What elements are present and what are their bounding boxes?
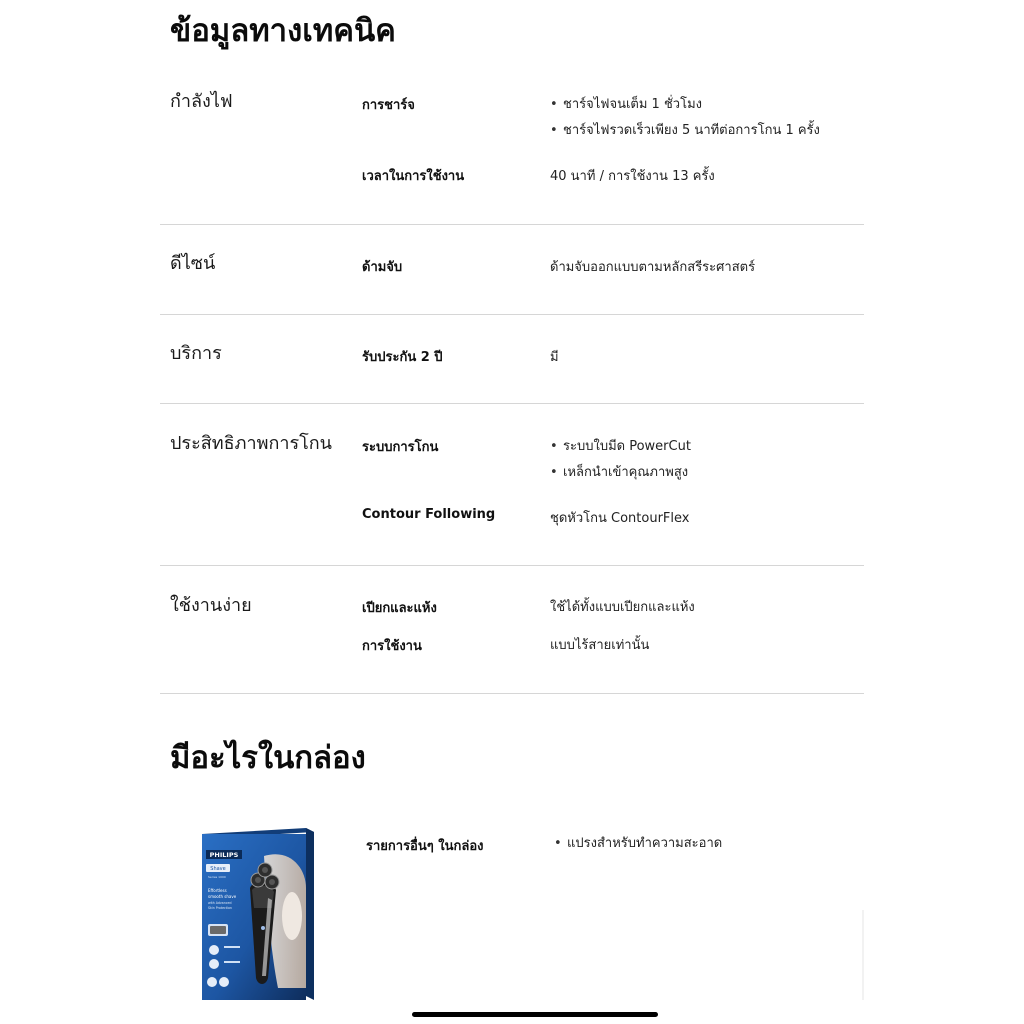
spec-value-runtime: 40 นาที / การใช้งาน 13 ครั้ง xyxy=(550,169,715,184)
divider xyxy=(160,403,864,404)
shaving-system-item: • ระบบใบมีด PowerCut xyxy=(550,435,691,456)
spec-label-charging: การชาร์จ xyxy=(362,98,415,113)
package-tagline-4: Skin Protection xyxy=(208,906,232,910)
in-box-title: มีอะไรในกล่อง xyxy=(170,740,366,776)
spec-label-contour: Contour Following xyxy=(362,507,496,522)
spec-value-warranty: มี xyxy=(550,350,559,365)
spec-section-performance xyxy=(160,428,864,558)
divider xyxy=(160,693,864,694)
spec-section-ease xyxy=(160,590,864,690)
package-brand: PHILIPS xyxy=(209,851,239,859)
package-tagline-2: smooth shave xyxy=(208,894,237,899)
spec-value-wet-dry: ใช้ได้ทั้งแบบเปียกและแห้ง xyxy=(550,600,695,615)
spec-value-handle: ด้ามจับออกแบบตามหลักสรีระศาสตร์ xyxy=(550,260,756,275)
category-power: กำลังไฟ xyxy=(170,91,233,112)
spec-section-design xyxy=(160,248,864,308)
spec-label-usage: การใช้งาน xyxy=(362,639,422,654)
divider xyxy=(160,224,864,225)
spec-label-warranty: รับประกัน 2 ปี xyxy=(362,350,443,365)
spec-value-usage: แบบไร้สายเท่านั้น xyxy=(550,638,650,653)
spec-section-power xyxy=(160,86,864,226)
category-service: บริการ xyxy=(170,343,222,364)
category-design: ดีไซน์ xyxy=(170,253,216,274)
package-series: Series 1000 xyxy=(208,875,226,879)
spec-label-runtime: เวลาในการใช้งาน xyxy=(362,169,465,184)
charging-item: • ชาร์จไฟรวดเร็วเพียง 5 นาทีต่อการโกน 1 ครั้ง xyxy=(550,119,820,140)
package-tagline-1: Effortless xyxy=(208,888,227,893)
spec-label-shaving-system: ระบบการโกน xyxy=(362,440,439,455)
charging-item: • ชาร์จไฟจนเต็ม 1 ชั่วโมง xyxy=(550,93,702,114)
divider xyxy=(862,910,864,1000)
spec-section-service xyxy=(160,338,864,398)
divider xyxy=(160,314,864,315)
shaving-system-item: • เหล็กนำเข้าคุณภาพสูง xyxy=(550,461,688,482)
package-tagline-3: with Advanced xyxy=(208,901,232,905)
spec-value-contour: ชุดหัวโกน ContourFlex xyxy=(550,511,690,526)
spec-label-handle: ด้ามจับ xyxy=(362,260,403,275)
divider xyxy=(160,565,864,566)
category-performance: ประสิทธิภาพการโกน xyxy=(170,433,332,454)
box-item: • แปรงสำหรับทำความสะอาด xyxy=(554,832,722,853)
category-ease: ใช้งานง่าย xyxy=(170,595,252,616)
spec-label-box-items: รายการอื่นๆ ในกล่อง xyxy=(366,839,484,854)
package-line: Shave xyxy=(210,866,226,872)
product-box-image xyxy=(202,828,330,1002)
spec-label-wet-dry: เปียกและแห้ง xyxy=(362,601,437,616)
home-indicator[interactable] xyxy=(412,1012,658,1017)
specs-title: ข้อมูลทางเทคนิค xyxy=(170,13,396,49)
